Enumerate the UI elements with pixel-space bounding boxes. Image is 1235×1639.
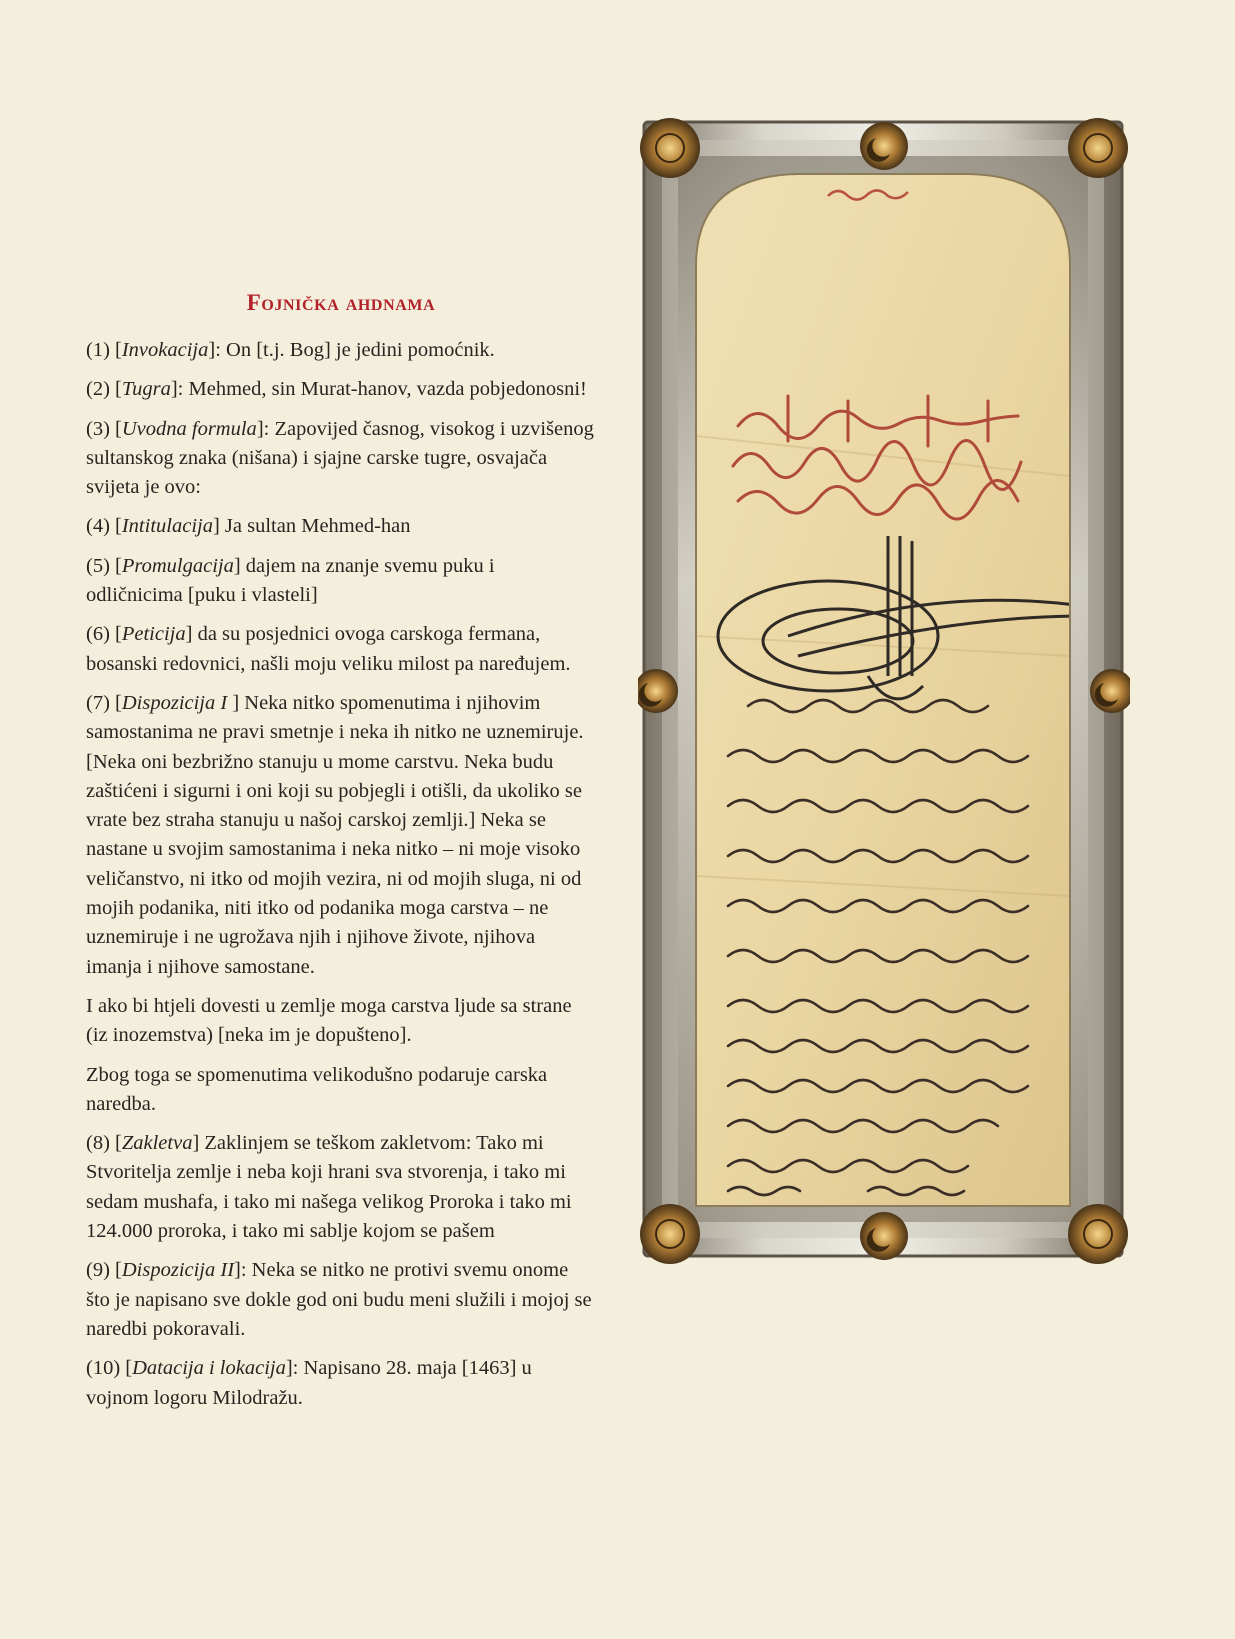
- paragraph: (7) [Dispozicija I ] Neka nitko spomenutima i njihovim samostanima ne pravi smetnje i neka ih nitko ne uznemiruje. [Neka oni bezbrižno stanuju u mome carstvu. Neka budu zaštićeni i sigurni i oni koji su pobjegli i otišli, da ukoliko se vrate bez straha stanuju u našoj carskoj zemlji.] Neka se nastane u svojim samostanima i neka nitko – ni moje visoko veličanstvo, ni itko od mojih vezira, ni od mojih sluga, ni od mojih podanika, niti itko od podanika moga carstva – ne uznemiruje i ne ugrožava njih i njihove živote, njihova imanja i njihove samostane.: [86, 691, 584, 978]
- paragraph: (2) [Tugra]: Mehmed, sin Murat-hanov, vazda pobjedonosni!: [86, 378, 587, 401]
- paragraph: (10) [Datacija i lokacija]: Napisano 28. maja [1463] u vojnom logoru Milodražu.: [86, 1357, 532, 1409]
- paragraph: (6) [Peticija] da su posjednici ovoga carskoga fermana, bosanski redovnici, našli moju veliku milost pa naređujem.: [86, 623, 571, 675]
- paragraph: Zbog toga se spomenutima velikodušno podaruje carska naredba.: [86, 1063, 548, 1115]
- paragraph: (8) [Zakletva] Zaklinjem se teškom zakletvom: Tako mi Stvoritelja zemlje i neba koji hrani sva stvorenja, i tako mi sedam mushafa, i tako mi našega velikog Proroka i tako mi 124.000 proroka, i tako mi sablje kojom se pašem: [86, 1132, 572, 1243]
- paragraph: (4) [Intitulacija] Ja sultan Mehmed-han: [86, 515, 411, 538]
- paragraph: I ako bi htjeli dovesti u zemlje moga carstva ljude sa strane (iz inozemstva) [neka im je dopušteno].: [86, 994, 572, 1047]
- text-column: [86, 290, 596, 1423]
- ahdnama-document-image: [638, 116, 1130, 1266]
- paragraph: (5) [Promulgacija] dajem na znanje svemu puku i odličnicima [puku i vlasteli]: [86, 554, 495, 607]
- paragraph: (3) [Uvodna formula]: Zapovijed časnog, visokog i uzvišenog sultanskog znaka (nišana) i sjajne carske tugre, osvajača svijeta je ovo:: [86, 417, 594, 499]
- paragraph: (1) [Invokacija]: On [t.j. Bog] je jedini pomoćnik.: [86, 339, 495, 361]
- paragraph: (9) [Dispozicija II]: Neka se nitko ne protivi svemu onome što je napisano sve dokle god oni budu meni služili i mojoj se naredbi pokoravali.: [86, 1259, 592, 1340]
- page-title: Fojnička ahdnama: [246, 290, 436, 315]
- framed-manuscript-picture: [638, 116, 1130, 1266]
